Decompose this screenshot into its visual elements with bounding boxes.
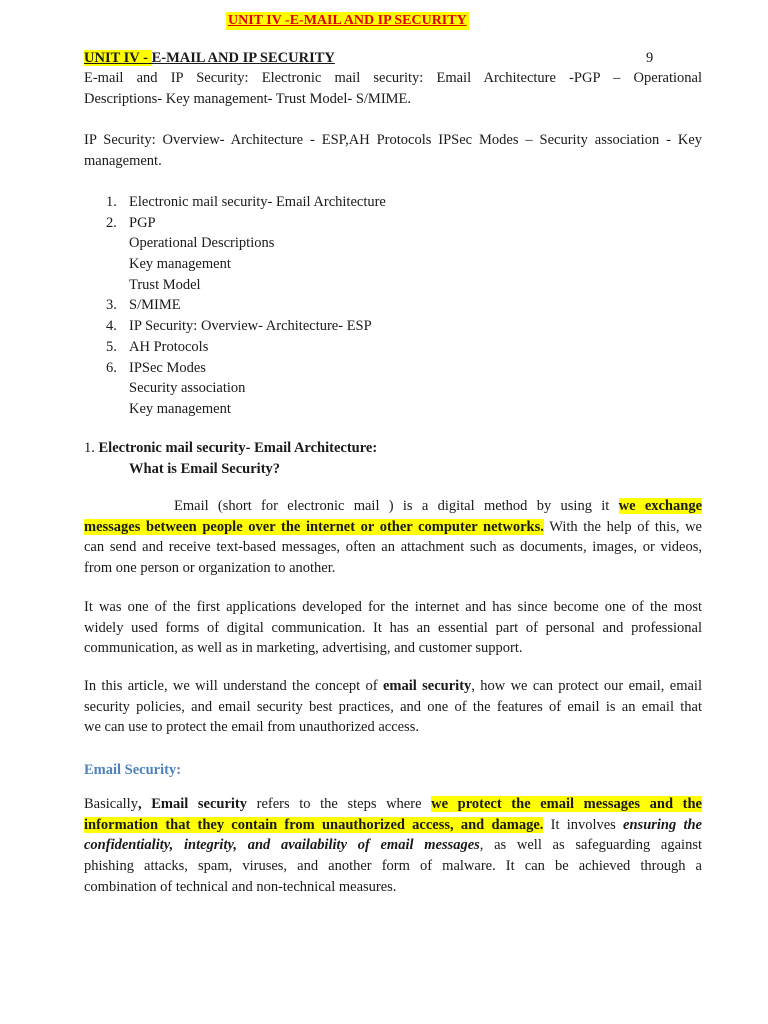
list-label: Security association (129, 380, 246, 397)
list-item (84, 275, 684, 296)
list-item (84, 233, 684, 254)
section-heading (84, 438, 702, 479)
highlighted-text: we exchange (618, 498, 702, 514)
paragraph-email-definition (84, 496, 702, 579)
list-label: Electronic mail security- Email Architecture (129, 194, 386, 210)
list-item (84, 358, 684, 379)
highlighted-text: information that they contain from unauthorized access, and damage. (84, 816, 544, 833)
list-label: Trust Model (129, 276, 201, 293)
list-item (84, 378, 684, 399)
list-item (84, 192, 684, 213)
text-line: we can use to protect the email from unauthorized access. (84, 719, 419, 736)
list-item (84, 254, 684, 275)
syllabus-paragraph-email (84, 68, 702, 109)
list-label: PGP (129, 214, 156, 231)
paragraph-article-intro (84, 676, 702, 738)
text-line: from one person or organization to another. (84, 560, 336, 577)
list-label: IP Security: Overview- Architecture- ESP (129, 318, 372, 335)
highlighted-text: we protect the email messages and the (431, 796, 702, 812)
bold-text: email security (382, 678, 472, 694)
syllabus-line: Descriptions- Key management- Trust Model- S/MIME. (84, 90, 412, 107)
list-label: AH Protocols (129, 338, 209, 355)
list-label: Key management (129, 256, 231, 273)
list-number: 6. (106, 359, 117, 376)
unit-heading-highlight: UNIT IV - (84, 50, 152, 66)
unit-banner: UNIT IV -E-MAIL AND IP SECURITY (228, 13, 467, 28)
text-line: combination of technical and non-technical measures. (84, 878, 397, 895)
list-item (84, 295, 684, 316)
text-run: , how we can protect our email, email (471, 678, 702, 694)
syllabus-line: IP Security: Overview- Architecture - ESP,AH Protocols IPSec Modes – Security association - Key (84, 132, 702, 148)
syllabus-line: management. (84, 152, 162, 169)
unit-heading (84, 48, 654, 68)
section-number: 1. (84, 440, 99, 456)
syllabus-paragraph-ip (84, 130, 702, 171)
list-label: IPSec Modes (129, 359, 206, 376)
text-run: , as well as safeguarding against (479, 837, 702, 854)
text-run: refers to the steps where (247, 796, 432, 812)
bold-text: , Email security (137, 796, 248, 812)
text-line: It was one of the first applications developed for the internet and has since become one of the most (84, 599, 702, 615)
page-number: 9 (646, 50, 654, 66)
paragraph-email-security-definition (84, 794, 702, 898)
bold-italic-text: ensuring the (623, 816, 702, 833)
text-line: phishing attacks, spam, viruses, and another form of malware. It can be achieved through a (84, 858, 702, 875)
text-line: widely used forms of digital communication. It has an essential part of personal and professional (84, 619, 702, 636)
section-title: Electronic mail security- Email Architecture: (98, 440, 378, 456)
highlighted-text: messages between people over the internet or other computer networks. (84, 518, 544, 535)
list-number: 2. (106, 214, 117, 231)
text-run: It involves (543, 816, 624, 833)
text-line: security policies, and email security best practices, and one of the features of email is an email that (84, 698, 702, 715)
list-label: Key management (129, 400, 231, 417)
text-line: can send and receive text-based messages, often an attachment such as documents, images, or videos, (84, 539, 702, 556)
list-item (84, 399, 684, 420)
list-label: S/MIME (129, 297, 181, 314)
text-run: In this article, we will understand the concept of (84, 678, 383, 694)
paragraph-history (84, 597, 702, 659)
section-question: What is Email Security? (129, 460, 281, 477)
list-item (84, 213, 684, 234)
syllabus-line: E-mail and IP Security: Electronic mail security: Email Architecture -PGP – Operational (84, 70, 702, 86)
list-number: 3. (106, 297, 117, 314)
text-run: Basically (84, 796, 138, 812)
text-line: communication, as well as in marketing, advertising, and customer support. (84, 640, 523, 657)
list-item (84, 316, 684, 337)
list-number: 1. (106, 194, 117, 210)
unit-heading-title: E-MAIL AND IP SECURITY (151, 50, 335, 66)
list-label: Operational Descriptions (129, 235, 275, 252)
list-number: 4. (106, 318, 117, 335)
list-number: 5. (106, 338, 117, 355)
topic-list (84, 192, 684, 420)
bold-italic-text: confidentiality, integrity, and availability of email messages (84, 837, 480, 854)
text-run: Email (short for electronic mail ) is a digital method by using it (174, 498, 619, 514)
list-item (84, 337, 684, 358)
email-security-heading: Email Security: (84, 762, 182, 778)
text-run: With the help of this, we (543, 518, 702, 535)
